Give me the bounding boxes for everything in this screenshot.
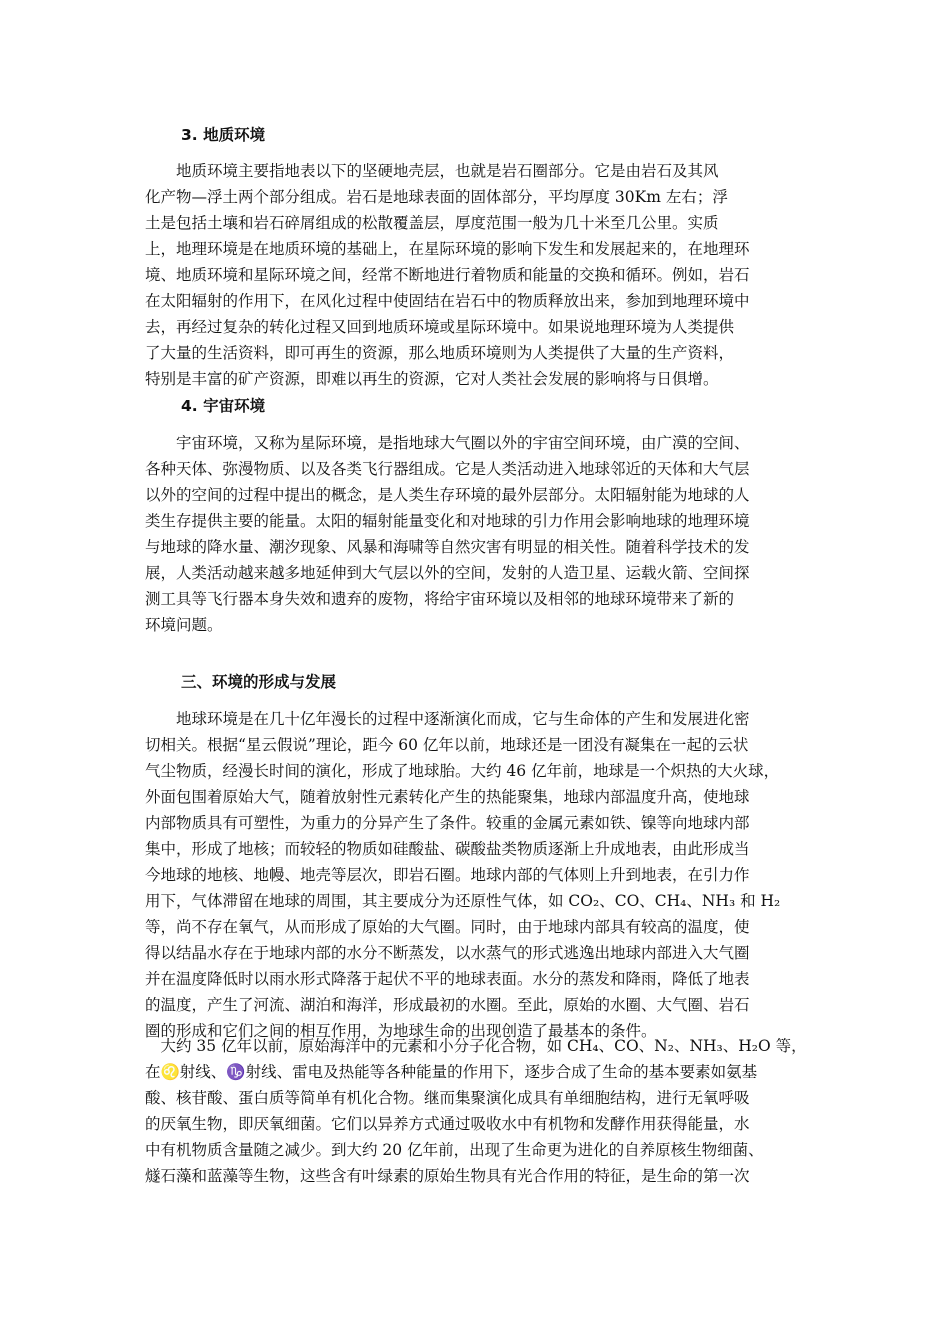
text-line: 地球环境是在几十亿年漫长的过程中逐渐演化而成，它与生命体的产生和发展进化密 [145, 710, 750, 728]
text-line: 集中，形成了地核；而较轻的物质如硅酸盐、碳酸盐类物质逐渐上升成地表，由此形成当 [145, 840, 750, 858]
section-heading-cosmic-environment: 4. 宇宙环境 [181, 397, 266, 415]
paragraph-environment-formation [145, 706, 812, 1044]
text-line: 展，人类活动越来越多地延伸到大气层以外的空间，发射的人造卫星、运载火箭、空间探 [145, 564, 750, 582]
text-line: 得以结晶水存在于地球内部的水分不断蒸发，以水蒸气的形式逃逸出地球内部进入大气圈 [145, 944, 750, 962]
text-line: 今地球的地核、地幔、地壳等层次，即岩石圈。地球内部的气体则上升到地表，在引力作 [145, 866, 750, 884]
paragraph-cosmic-environment [145, 430, 812, 638]
text-line: 用下，气体滞留在地球的周围，其主要成分为还原性气体，如 CO₂、CO、CH₄、NH₃ 和 H₂ [145, 892, 781, 910]
text-line: 宇宙环境，又称为星际环境，是指地球大气圈以外的宇宙空间环境，由广漠的空间、 [145, 434, 750, 452]
text-line: 境、地质环境和星际环境之间，经常不断地进行着物质和能量的交换和循环。例如，岩石 [145, 266, 750, 284]
text-line: 特别是丰富的矿产资源，即难以再生的资源，它对人类社会发展的影响将与日俱增。 [145, 370, 719, 388]
text-line: 切相关。根据“星云假说”理论，距今 60 亿年以前，地球还是一团没有凝集在一起的云状 [145, 736, 749, 754]
text-line: 了大量的生活资料，即可再生的资源，那么地质环境则为人类提供了大量的生产资料， [145, 344, 735, 362]
text-line: 的温度，产生了河流、湖泊和海洋，形成最初的水圈。至此，原始的水圈、大气圈、岩石 [145, 996, 750, 1014]
text-line: 中有机物质含量随之减少。到大约 20 亿年前，出现了生命更为进化的自养原核生物细菌、 [145, 1141, 764, 1159]
paragraph-life-evolution [145, 1033, 812, 1189]
text-line: 上，地理环境是在地质环境的基础上，在星际环境的影响下发生和发展起来的，在地理环 [145, 240, 750, 258]
text-line: 酸、核苷酸、蛋白质等简单有机化合物。继而集聚演化成具有单细胞结构，进行无氧呼吸 [145, 1089, 750, 1107]
text-line: 测工具等飞行器本身失效和遗弃的废物，将给宇宙环境以及相邻的地球环境带来了新的 [145, 590, 735, 608]
section-heading-geological-environment: 3. 地质环境 [181, 126, 266, 144]
text-line: 以外的空间的过程中提出的概念，是人类生存环境的最外层部分。太阳辐射能为地球的人 [145, 486, 750, 504]
text-line: 环境问题。 [145, 616, 223, 634]
text-line: 并在温度降低时以雨水形式降落于起伏不平的地球表面。水分的蒸发和降雨，降低了地表 [145, 970, 750, 988]
text-line: 与地球的降水量、潮汐现象、风暴和海啸等自然灾害有明显的相关性。随着科学技术的发 [145, 538, 750, 556]
text-line: 燧石藻和蓝藻等生物，这些含有叶绿素的原始生物具有光合作用的特征，是生命的第一次 [145, 1167, 750, 1185]
text-line: 地质环境主要指地表以下的坚硬地壳层，也就是岩石圈部分。它是由岩石及其风 [145, 162, 719, 180]
text-line: 外面包围着原始大气，随着放射性元素转化产生的热能聚集，地球内部温度升高，使地球 [145, 788, 750, 806]
text-line: 内部物质具有可塑性，为重力的分异产生了条件。较重的金属元素如铁、镍等向地球内部 [145, 814, 750, 832]
text-line: 类生存提供主要的能量。太阳的辐射能量变化和对地球的引力作用会影响地球的地理环境 [145, 512, 750, 530]
text-line: 的厌氧生物，即厌氧细菌。它们以异养方式通过吸收水中有机物和发酵作用获得能量，水 [145, 1115, 750, 1133]
text-line: 在♌射线、♑射线、雷电及热能等各种能量的作用下，逐步合成了生命的基本要素如氨基 [145, 1063, 758, 1081]
text-line: 气尘物质，经漫长时间的演化，形成了地球胎。大约 46 亿年前，地球是一个炽热的大火球， [145, 762, 780, 780]
text-line: 去，再经过复杂的转化过程又回到地质环境或星际环境中。如果说地理环境为人类提供 [145, 318, 735, 336]
section-heading-environment-formation: 三、环境的形成与发展 [181, 673, 337, 691]
text-line: 等，尚不存在氧气，从而形成了原始的大气圈。同时，由于地球内部具有较高的温度，使 [145, 918, 750, 936]
text-line: 圈的形成和它们之间的相互作用，为地球生命的出现创造了最基本的条件。 [145, 1022, 657, 1040]
text-line: 大约 35 亿年以前，原始海洋中的元素和小分子化合物，如 CH₄、CO、N₂、NH₃、H₂O 等， [145, 1037, 807, 1055]
text-line: 土是包括土壤和岩石碎屑组成的松散覆盖层，厚度范围一般为几十米至几公里。实质 [145, 214, 719, 232]
text-line: 各种天体、弥漫物质、以及各类飞行器组成。它是人类活动进入地球邻近的天体和大气层 [145, 460, 750, 478]
text-line: 化产物—浮土两个部分组成。岩石是地球表面的固体部分，平均厚度 30Km 左右；浮 [145, 188, 728, 206]
paragraph-geological-environment [145, 158, 812, 392]
text-line: 在太阳辐射的作用下，在风化过程中使固结在岩石中的物质释放出来，参加到地理环境中 [145, 292, 750, 310]
